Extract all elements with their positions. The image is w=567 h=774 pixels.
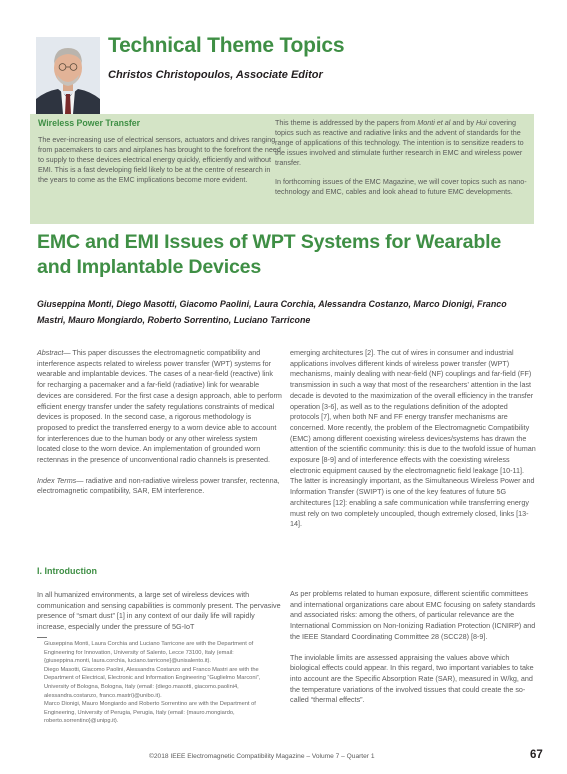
theme-summary-box <box>30 114 534 224</box>
theme-summary-right <box>275 118 529 197</box>
associate-editor-byline: Christos Christopoulos, Associate Editor <box>108 69 323 81</box>
theme-text-span: and by <box>450 118 476 127</box>
theme-text-span: This theme is addressed by the papers from <box>275 118 418 127</box>
footnote-item: Marco Dionigi, Mauro Mongiardo and Roberto Sorrentino are with the Department of Engineering, University of Perugia, Perugia, Italy (email: {mauro.mongiardo, roberto.sorrentino}@unipg.it). <box>44 701 256 725</box>
right-column-lower <box>290 589 536 706</box>
portrait-icon <box>36 37 100 114</box>
theme-text-span: covering topics such as reactive and radiative links and the advent of standards for the range of applications of this technology. The intention is to sensitize readers to the issues involved and stimulate further research in EMC and wireless power transfer. <box>275 118 524 167</box>
right-column <box>290 348 536 530</box>
author-affiliation-footnotes <box>44 640 280 726</box>
theme-summary-left <box>38 118 282 185</box>
author-ref-monti: Monti et al <box>417 118 451 127</box>
theme-box-right-paragraph-1 <box>275 118 529 168</box>
left-column <box>37 348 282 497</box>
footnote-item: Giuseppina Monti, Laura Corchia and Luciano Tarricone are with the Department of Engineering for Innovation, University of Salento, Lecce 73100, Italy (email: {giuseppina.monti, laura.corchia, luciano.tarricone}@unisalento.it). <box>44 641 254 665</box>
abstract-text: — This paper discusses the electromagnetic compatibility and interference aspects related to wireless power transfer (WPT) systems for wearable and implantable devices. The cases of a near-field (reactive) link for recharging a pacemaker and a far-field (radiative) link for wearable devices are considered. For the first case a design approach, able to perform efficient energy transfer under the safety regulations constraints of medical devices is proposed. In the second case, a rigorous methodology is proposed to predict the transferred energy to a worn device able to account for interferences due to the human body or any other wireless system located close to the worn device. An implementation of grounded worn rectennas in the presence of unconventional radio channels is presented. <box>37 348 282 465</box>
theme-box-right-paragraph-2: In forthcoming issues of the EMC Magazine, we will cover topics such as nano-technology and EMC, cables and look ahead to future EMC developments. <box>275 177 527 196</box>
introduction-text-block <box>37 590 282 633</box>
theme-box-left-text: The ever-increasing use of electrical sensors, actuators and drives ranging from pacemakers to cars and airplanes has brought to the forefront the need to supply to these devices electrical energy quickly, efficiently and without EMI. This is a fast developing field likely to be at the centre of research in the years to come as the EMC implications become more evident. <box>38 135 281 184</box>
right-column-paragraph-1: emerging architectures [2]. The cut of wires in consumer and industrial applications involves different kinds of wireless power transfer (WPT) mechanisms, mainly dealing with near-field (NF) couplings and far-field (FF) transmission in such a way that most of the researchers’ attention in the last decade is devoted to the maximization of the overall efficiency in the transfer operation [3-6], as well as to the regulations definition of the adopted protocols [7], when both NF and FF energy transfer mechanisms are concerned. More recently, the problem of the Electromagnetic Compatibility (EMC) among different coexisting wireless devices/systems has drawn the attention of the scientific community: this is due to the twofold issue of human exposure [8-9] and of interference effects with the coexisting wireless electronic equipment caused by the electromagnetic field leakage [10-11]. The latter is increasingly important, as the Simultaneous Wireless Power and Information Transfer (SWIPT) is one of the key features of future 5G architectures [12]: enabling a safe communication while transferring energy must rely on two completely uncoupled, though extremely closed, links [13-14]. <box>290 348 536 529</box>
page-footer: ©2018 IEEE Electromagnetic Compatibility Magazine – Volume 7 – Quarter 1 <box>149 753 375 760</box>
page-number: 67 <box>530 749 543 761</box>
index-terms-label: Index Terms <box>37 475 77 485</box>
footnote-item: Diego Masotti, Giacomo Paolini, Alessandra Costanzo and Franco Mastri are with the Department of Electrical, Electronic and Information Engineering “Guglielmo Marconi”, University of Bologna, Bologna, Italy (email: {diego.masotti, giacomo.paolini4, alessandra.costanzo, franco.mastri}@unibo.it). <box>44 666 261 699</box>
author-ref-hui: Hui <box>475 118 487 127</box>
theme-box-heading: Wireless Power Transfer <box>38 118 141 128</box>
abstract-paragraph <box>37 348 282 466</box>
article-title: EMC and EMI Issues of WPT Systems for Wearable and Implantable Devices <box>37 231 502 278</box>
article-authors: Giuseppina Monti, Diego Masotti, Giacomo Paolini, Laura Corchia, Alessandra Costanzo, Marco Dionigi, Franco Mastri, Mauro Mongiardo, Roberto Sorrentino, Luciano Tarricone <box>37 299 507 325</box>
index-terms-paragraph <box>37 476 282 497</box>
section-heading-introduction: I. Introduction <box>37 566 97 576</box>
editor-portrait <box>36 37 100 114</box>
abstract-label: Abstract <box>37 348 64 357</box>
introduction-paragraph: In all humanized environments, a large set of wireless devices with communication and sensing capabilities is commonly present. The pervasive presence of “smart dust” [1] in any context of our daily life will rapidly increase, especially under the pressure of 5G-IoT <box>37 590 281 632</box>
index-terms-text: — radiative and non-radiative wireless power transfer, rectenna, electromagnetic compatibility, SAR, EM interference. <box>37 475 280 496</box>
footnote-divider <box>37 637 47 638</box>
theme-title: Technical Theme Topics <box>108 34 345 57</box>
right-column-paragraph-2: As per problems related to human exposure, different scientific committees and international organizations care about EMC focusing on safety standards and associated risks: among the others, of particular relevance are the International Commission on Non-Ionizing Radiation Protection (ICNIRP) and the IEEE Standard Coordinating Committee 28 (SCC28) [8-9]. <box>290 589 536 641</box>
right-column-paragraph-3: The inviolable limits are assessed appraising the values above which biological effects could appear. In this regard, two important variables to take into account are the Specific Absorption Rate (SAR), measured in W/kg, and the temperature variations of the involved tissues that could create the so-called “thermal effects”. <box>290 652 534 705</box>
